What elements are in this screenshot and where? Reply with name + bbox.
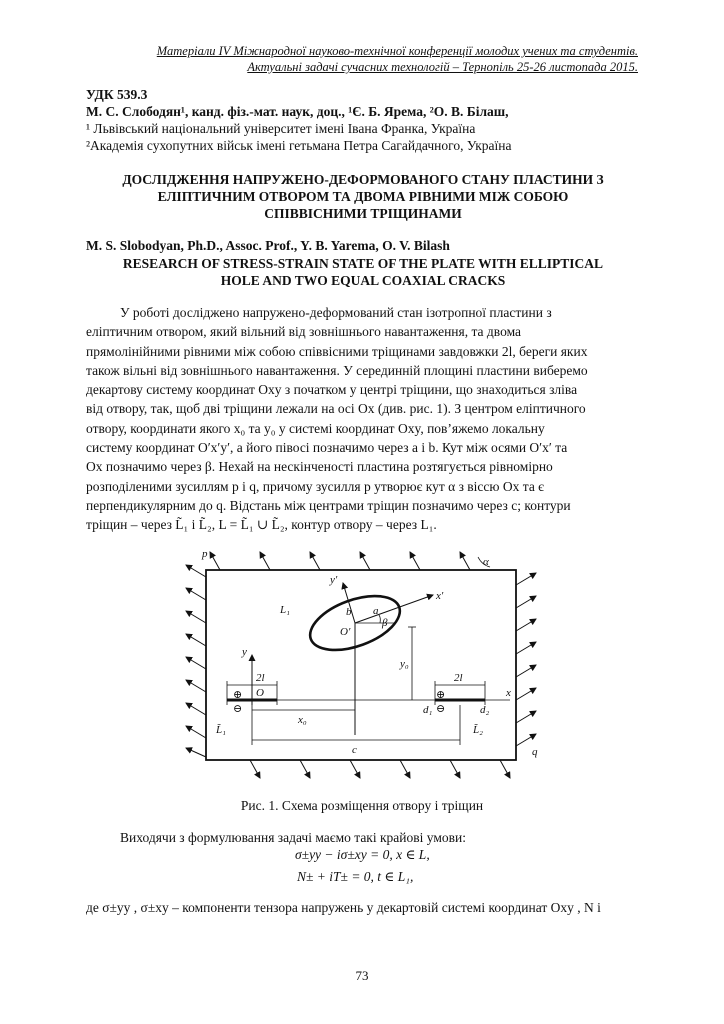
closing-line: де σ±yy , σ±xy – компоненти тензора напружень у декартовій системі координат Oxy , N і [86, 900, 601, 915]
conference-header-line1: Матеріали IV Міжнародної науково-технічної конференції молодих учених та студентів. [156, 44, 638, 58]
minus-sign-right: ⊖ [436, 703, 446, 715]
body-line: Ox позначимо через β. Нехай на нескінченості пластина розтягується рівномірно [86, 459, 553, 475]
body-line: прямолінійними рівними між собою співвісними тріщинами завдовжки 2l, береги яких [86, 343, 588, 359]
body-line: систему координат O′x′y′, а його півосі позначимо через a і b. Кут між осями O′x′ та [86, 440, 568, 456]
affiliation-2: ²Академія сухопутних військ імені гетьмана Петра Сагайдачного, Україна [86, 138, 512, 153]
label-c: c [352, 744, 357, 756]
body-line: декартову систему координат Oxy з початком у центрі тріщини, що знаходиться зліва [86, 382, 578, 398]
label-d2: d₂ [480, 704, 490, 716]
label-x: x [506, 687, 511, 699]
plate-diagram [180, 545, 550, 790]
label-L1-tilde: L̃₁ [216, 724, 226, 736]
affiliation-1: ¹ Львівський національний університет імені Івана Франка, Україна [86, 121, 476, 136]
label-L2-tilde: L̃₂ [473, 724, 483, 736]
label-O: O [256, 687, 264, 699]
label-x0: x₀ [298, 714, 307, 726]
body-line: У роботі досліджено напружено-деформований стан ізотропної пластини з [120, 305, 552, 320]
label-alpha: α [483, 556, 489, 568]
authors-ua: М. С. Слободян¹, канд. фіз.-мат. наук, доц., ¹Є. Б. Ярема, ²О. В. Білаш, [86, 104, 509, 119]
label-y: y [242, 646, 247, 658]
label-y0: y₀ [400, 658, 409, 670]
conference-header-line2: Актуальні задачі сучасних технологій – Тернопіль 25-26 листопада 2015. [247, 60, 638, 74]
bottom-load-arrows [250, 760, 510, 778]
udc-code: УДК 539.3 [86, 87, 148, 102]
body-line: тріщин – через L̃₁ і L̃₂, L = L̃₁ ∪ L̃₂, контур отвору – через L₁. [86, 517, 437, 533]
beta-arc [379, 615, 380, 623]
paper-title-en: RESEARCH OF STRESS-STRAIN STATE OF THE PLATE WITH ELLIPTICAL HOLE AND TWO EQUAL COAXIAL CRACKS [122, 256, 604, 288]
figure-caption: Рис. 1. Схема розміщення отвору і тріщин [240, 798, 484, 813]
conditions-intro: Виходячи з формулювання задачі маємо такі крайові умови: [120, 830, 466, 845]
body-line: від отвору, так, щоб дві тріщини лежали на осі Ox (див. рис. 1). З центром еліптичного [86, 401, 586, 417]
equation-1: σ±yy − iσ±xy = 0, x ∈ L, [295, 847, 430, 862]
label-a: a [373, 605, 379, 617]
body-paragraph [86, 303, 640, 535]
body-line: також вільні від зовнішнього навантаження. У серединній площині пластини виберемо [86, 362, 588, 378]
plus-sign-left: ⊕ [233, 689, 243, 701]
label-q: q [532, 746, 538, 758]
page-number: 73 [355, 968, 369, 983]
label-b: b [346, 606, 352, 618]
right-load-arrows [516, 573, 536, 746]
body-line: перпендикулярним до q. Відстань між центрами тріщин позначимо через c; контури [86, 497, 571, 513]
label-2l-right: 2l [454, 672, 463, 684]
equation-2: N± + iT± = 0, t ∈ L₁, [297, 869, 414, 884]
label-beta: β [382, 617, 388, 629]
authors-en: M. S. Slobodyan, Ph.D., Assoc. Prof., Y. B. Yarema, O. V. Bilash [86, 238, 450, 253]
left-load-arrows [186, 565, 206, 757]
body-line: еліптичним отвором, який вільний від зовнішнього навантаження, та двома [86, 324, 522, 340]
label-O-prime: O′ [340, 626, 351, 638]
plus-sign-right: ⊕ [436, 689, 446, 701]
label-L1: L₁ [280, 604, 290, 616]
label-x-prime: x′ [436, 590, 444, 602]
label-p: p [202, 548, 208, 560]
label-2l-left: 2l [256, 672, 265, 684]
minus-sign-left: ⊖ [233, 703, 243, 715]
label-d1: d₁ [423, 704, 433, 716]
top-load-arrows [210, 552, 470, 570]
paper-title-ua: ДОСЛІДЖЕННЯ НАПРУЖЕНО-ДЕФОРМОВАНОГО СТАНУ ПЛАСТИНИ З ЕЛІПТИЧНИМ ОТВОРОМ ТА ДВОМА РІВНИМИ МІЖ СОБОЮ СПІВВІСНИМИ ТРІЩИНАМИ [122, 172, 604, 221]
body-line: отвору, координати якого x₀ та y₀ у системі координат Oxy, пов’яжемо локальну [86, 420, 545, 436]
body-line: розподіленими зусиллям p і q, причому зусилля p утворює кут α з віссю Ox та є [86, 478, 544, 494]
label-y-prime: y′ [330, 574, 338, 586]
